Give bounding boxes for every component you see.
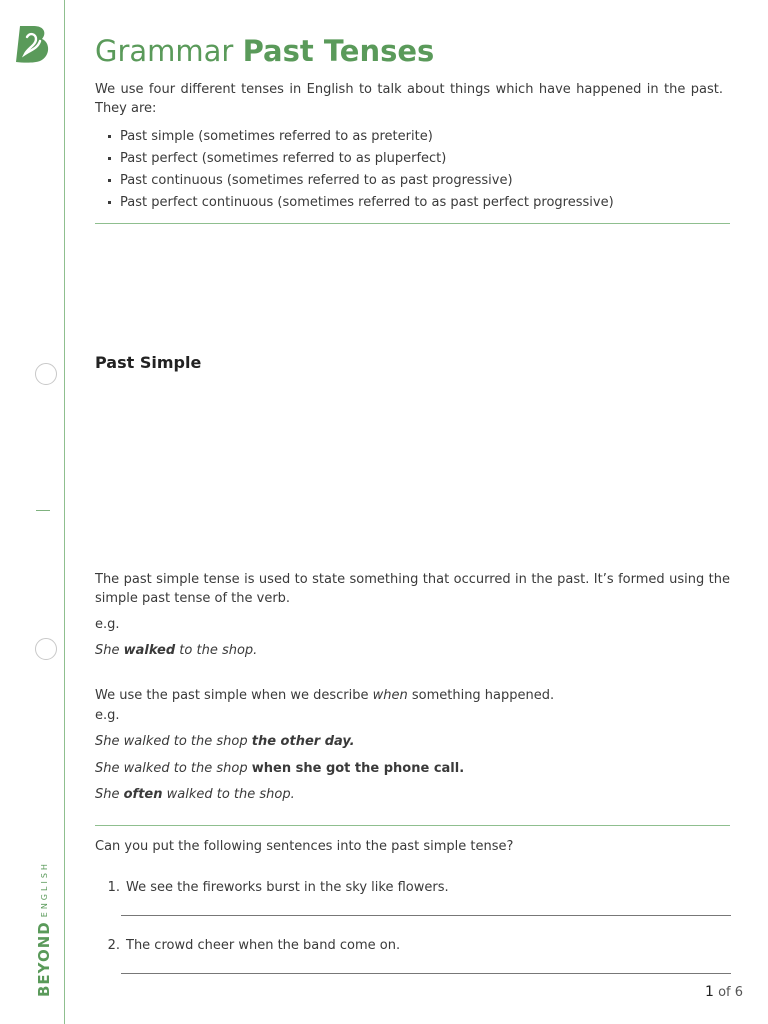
list-item: Past perfect continuous (sometimes referred to as past perfect progressive) — [95, 193, 614, 215]
example-sentence: She walked to the shop the other day. — [95, 734, 355, 749]
title-bold: Past Tenses — [242, 34, 435, 68]
fold-mark — [36, 510, 50, 511]
example-sentence: She often walked to the shop. — [95, 787, 295, 802]
example-sentence: She walked to the shop when she got the phone call. — [95, 761, 465, 776]
beyond-english-logo — [14, 24, 52, 64]
title-light: Grammar — [95, 34, 234, 68]
binder-hole-top — [35, 363, 57, 385]
list-item: Past simple (sometimes referred to as preterite) — [95, 127, 614, 149]
binder-hole-bottom — [35, 638, 57, 660]
section-heading: Past Simple — [95, 353, 202, 372]
when-usage-line: We use the past simple when we describe when something happened. — [95, 688, 555, 703]
eg-label: e.g. — [95, 708, 120, 723]
intro-paragraph: We use four different tenses in English to talk about things which have happened in the past. They are: — [95, 82, 723, 116]
answer-line[interactable] — [121, 915, 731, 916]
example-sentence: She walked to the shop. — [95, 643, 258, 658]
answer-line[interactable] — [121, 973, 731, 974]
explanation-paragraph: The past simple tense is used to state something that occurred in the past. It’s formed using the simple past tense of the verb. — [95, 572, 730, 606]
exercise-prompt: Can you put the following sentences into the past simple tense? — [95, 839, 514, 854]
exercise-divider — [95, 825, 730, 826]
tenses-list — [95, 127, 614, 215]
page-margin-line — [64, 0, 65, 1024]
section-divider — [95, 223, 730, 224]
list-item: Past continuous (sometimes referred to as past progressive) — [95, 171, 614, 193]
exercise-item: 2 . The crowd cheer when the band come on. — [95, 937, 400, 955]
page-number: 1 of 6 — [705, 984, 743, 1000]
exercise-item: 1 . We see the fireworks burst in the sky like flowers. — [95, 879, 449, 897]
eg-label: e.g. — [95, 617, 120, 632]
list-item: Past perfect (sometimes referred to as pluperfect) — [95, 149, 614, 171]
page-title — [95, 34, 434, 68]
brand-wordmark: BEYONDENGLISH — [35, 861, 53, 997]
